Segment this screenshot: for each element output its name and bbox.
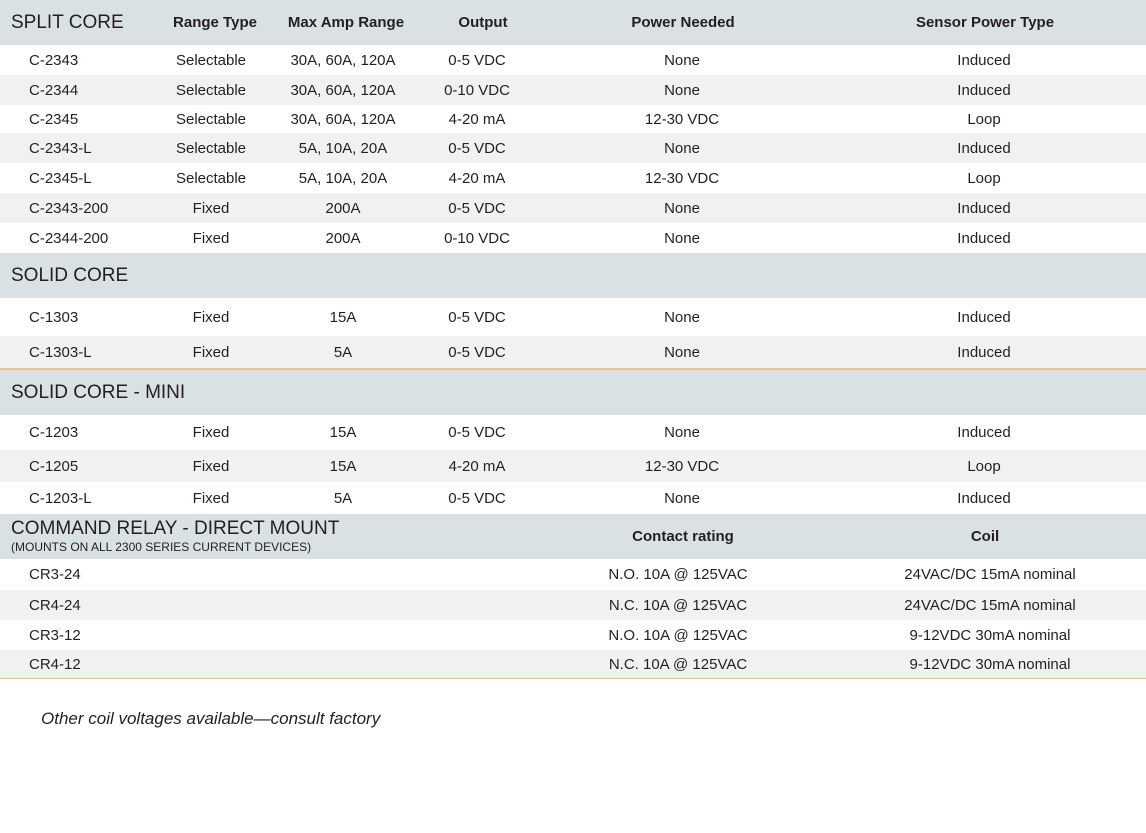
contact-rating-cell: N.C. 10A @ 125VAC (608, 596, 748, 614)
table-row (0, 75, 1146, 105)
model-cell: C-1205 (29, 457, 79, 475)
table-row (0, 450, 1146, 482)
model-cell: C-2344-200 (29, 229, 109, 247)
sensor-power-type-cell: Induced (957, 229, 1011, 247)
range-type-cell: Fixed (192, 199, 230, 217)
range-type-cell: Selectable (175, 51, 247, 69)
max-amp-cell: 5A (333, 489, 353, 507)
section-title: SOLID CORE - MINI (11, 381, 186, 403)
col-coil: Coil (970, 528, 1000, 545)
power-needed-cell: None (664, 424, 700, 441)
col-max-amp-range: Max Amp Range (287, 14, 405, 31)
col-range-type: Range Type (173, 14, 257, 31)
coil-cell: 24VAC/DC 15mA nominal (904, 596, 1076, 614)
model-cell: C-2343 (29, 51, 79, 69)
output-cell: 0-10 VDC (444, 229, 510, 247)
col-sensor-power-type: Sensor Power Type (915, 14, 1055, 31)
max-amp-cell: 30A, 60A, 120A (290, 81, 396, 99)
sensor-power-type-cell: Induced (957, 199, 1011, 217)
max-amp-cell: 15A (329, 308, 357, 326)
model-cell: CR4-12 (29, 655, 81, 673)
sensor-power-type-cell: Induced (957, 308, 1011, 326)
coil-cell: 9-12VDC 30mA nominal (909, 626, 1071, 644)
power-needed-cell: None (664, 343, 700, 361)
model-cell: C-2343-L (29, 139, 92, 157)
range-type-cell: Fixed (192, 457, 230, 475)
table-bottom-rule (0, 678, 1146, 679)
table-row (0, 590, 1146, 620)
coil-cell: 9-12VDC 30mA nominal (909, 655, 1071, 673)
contact-rating-cell: N.O. 10A @ 125VAC (608, 626, 748, 644)
sensor-power-type-cell: Induced (957, 51, 1011, 69)
power-needed-cell: None (664, 229, 700, 247)
sensor-power-type-cell: Induced (957, 139, 1011, 157)
model-cell: CR3-24 (29, 566, 81, 583)
range-type-cell: Selectable (175, 169, 247, 187)
section-subtitle: (MOUNTS ON ALL 2300 SERIES CURRENT DEVICES) (11, 540, 312, 554)
split-core-header (0, 0, 1146, 45)
table-row (0, 336, 1146, 368)
section-title: SPLIT CORE (11, 11, 124, 33)
power-needed-cell: 12-30 VDC (644, 110, 720, 128)
sensor-power-type-cell: Induced (957, 424, 1011, 441)
range-type-cell: Fixed (192, 489, 230, 507)
power-needed-cell: None (664, 199, 700, 217)
power-needed-cell: None (664, 81, 700, 99)
contact-rating-cell: N.O. 10A @ 125VAC (608, 566, 748, 583)
sensor-power-type-cell: Induced (957, 81, 1011, 99)
sensor-power-type-cell: Loop (967, 110, 1001, 128)
sensor-power-type-cell: Loop (967, 169, 1001, 187)
table-row (0, 45, 1146, 75)
model-cell: C-2344 (29, 81, 79, 99)
sensor-power-type-cell: Induced (957, 489, 1011, 507)
range-type-cell: Fixed (192, 229, 230, 247)
col-output: Output (458, 14, 508, 31)
col-power-needed: Power Needed (631, 14, 735, 31)
section-title: COMMAND RELAY - DIRECT MOUNT (11, 518, 340, 539)
output-cell: 4-20 mA (448, 457, 506, 475)
range-type-cell: Fixed (192, 308, 230, 326)
power-needed-cell: None (664, 139, 700, 157)
model-cell: C-1303-L (29, 343, 92, 361)
table-row (0, 415, 1146, 450)
max-amp-cell: 5A, 10A, 20A (298, 139, 388, 157)
model-cell: C-1303 (29, 308, 79, 326)
range-type-cell: Selectable (175, 81, 247, 99)
section-title: SOLID CORE (11, 264, 129, 286)
table-row (0, 105, 1146, 133)
output-cell: 0-5 VDC (448, 199, 506, 217)
coil-cell: 24VAC/DC 15mA nominal (904, 566, 1076, 583)
solid-core-header (0, 253, 1146, 298)
range-type-cell: Selectable (175, 110, 247, 128)
output-cell: 0-5 VDC (448, 343, 506, 361)
command-relay-header (0, 514, 1146, 559)
max-amp-cell: 30A, 60A, 120A (290, 51, 396, 69)
model-cell: CR3-12 (29, 626, 81, 644)
output-cell: 0-10 VDC (444, 81, 510, 99)
range-type-cell: Selectable (175, 139, 247, 157)
table-row (0, 482, 1146, 514)
model-cell: C-2345-L (29, 169, 92, 187)
max-amp-cell: 5A (333, 343, 353, 361)
output-cell: 0-5 VDC (448, 489, 506, 507)
solid-core-mini-header (0, 370, 1146, 415)
model-cell: C-2343-200 (29, 199, 109, 217)
table-row (0, 193, 1146, 223)
power-needed-cell: 12-30 VDC (644, 457, 720, 475)
relay-title-block (11, 518, 339, 554)
power-needed-cell: 12-30 VDC (644, 169, 720, 187)
max-amp-cell: 200A (325, 199, 361, 217)
output-cell: 0-5 VDC (448, 308, 506, 326)
sensor-power-type-cell: Induced (957, 343, 1011, 361)
output-cell: 0-5 VDC (448, 424, 506, 441)
table-row (0, 223, 1146, 253)
model-cell: C-1203 (29, 424, 79, 441)
table-row (0, 650, 1146, 678)
max-amp-cell: 15A (329, 424, 357, 441)
table-row (0, 133, 1146, 163)
model-cell: C-1203-L (29, 489, 92, 507)
power-needed-cell: None (664, 51, 700, 69)
col-contact-rating: Contact rating (632, 528, 734, 545)
model-cell: C-2345 (29, 110, 79, 128)
footnote: Other coil voltages available—consult factory (41, 709, 381, 728)
max-amp-cell: 200A (325, 229, 361, 247)
range-type-cell: Fixed (192, 343, 230, 361)
max-amp-cell: 30A, 60A, 120A (290, 110, 396, 128)
max-amp-cell: 5A, 10A, 20A (298, 169, 388, 187)
power-needed-cell: None (664, 308, 700, 326)
table-row (0, 620, 1146, 650)
sensor-power-type-cell: Loop (967, 457, 1001, 475)
model-cell: CR4-24 (29, 596, 81, 614)
output-cell: 4-20 mA (448, 169, 506, 187)
table-row (0, 298, 1146, 336)
contact-rating-cell: N.C. 10A @ 125VAC (608, 655, 748, 673)
output-cell: 0-5 VDC (448, 139, 506, 157)
output-cell: 4-20 mA (448, 110, 506, 128)
range-type-cell: Fixed (192, 424, 230, 441)
table-row (0, 163, 1146, 193)
table-row (0, 559, 1146, 590)
output-cell: 0-5 VDC (448, 51, 506, 69)
power-needed-cell: None (664, 489, 700, 507)
max-amp-cell: 15A (329, 457, 357, 475)
